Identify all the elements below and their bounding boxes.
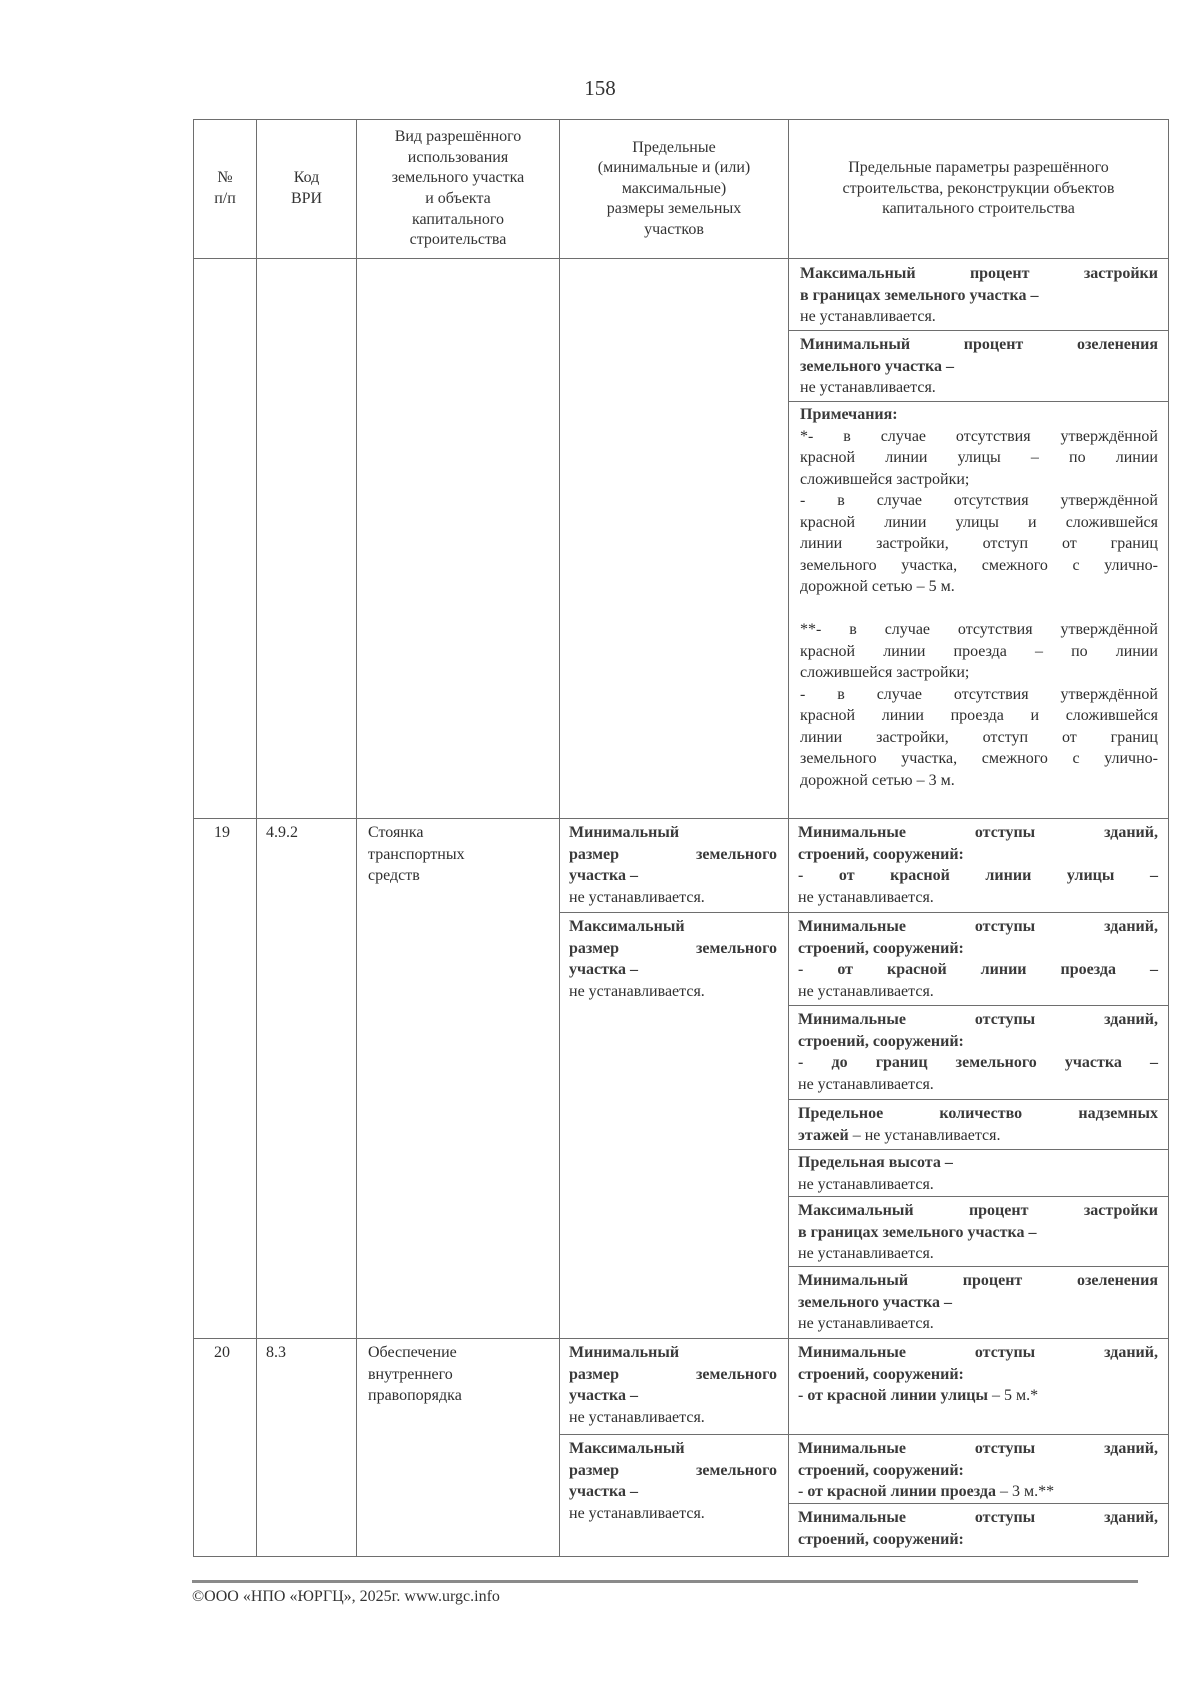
row20-param-driveway-setback: Минимальные отступы зданий, строений, сооружений: - от красной линии проезда – 3 м.** bbox=[798, 1440, 1158, 1500]
header-params: Предельные параметры разрешённого строительства, реконструкции объектов капитального строительства bbox=[842, 159, 1115, 218]
header-use: Вид разрешённого использования земельного участка и объекта капитального строительства bbox=[391, 128, 525, 249]
row20-max-size: Максимальный размер земельного участка – не устанавливается. bbox=[569, 1440, 777, 1522]
row19-param-street-setback: Минимальные отступы зданий, строений, сооружений: - от красной линии улицы – не устанавливается. bbox=[798, 824, 1158, 906]
row19-param-build-percent: Максимальный процент застройки в границах земельного участка – не устанавливается. bbox=[798, 1202, 1158, 1262]
row19-param-driveway-setback: Минимальные отступы зданий, строений, сооружений: - от красной линии проезда – не устанавливается. bbox=[798, 918, 1158, 1000]
row19-param-green-percent: Минимальный процент озеленения земельного участка – не устанавливается. bbox=[798, 1272, 1158, 1332]
row20-number: 20 bbox=[214, 1344, 230, 1361]
header-num: № п/п bbox=[214, 169, 236, 207]
row19-max-size: Максимальный размер земельного участка – не устанавливается. bbox=[569, 918, 777, 1000]
cont-notes: Примечания: *- в случае отсутствия утверждённой красной линии улицы – по линии сложившейся застройки; - в случае отсутствия утверждённой красной линии улицы и сложившейся линии застройки, отступ от границ земельного участка, смежного с улично- дорожной сетью – 5 м. **- в случае отсутствия утверждённой красной линии проезда – по линии сложившейся застройки; - в случае отсутствия утверждённой красной линии проезда и сложившейся линии застройки, отступ от границ земельного участка, смежного с улично- дорожной сетью – 3 м. bbox=[800, 406, 1158, 789]
header-size: Предельные (минимальные и (или) максимальные) размеры земельных участков bbox=[597, 138, 751, 238]
cont-param-green-percent: Минимальный процент озеленения земельного участка – не устанавливается. bbox=[800, 336, 1158, 396]
row20-use: Обеспечение внутреннего правопорядка bbox=[368, 1344, 462, 1404]
page-number: 158 bbox=[584, 76, 616, 100]
row19-code: 4.9.2 bbox=[266, 824, 298, 841]
header-code: Код ВРИ bbox=[290, 169, 323, 207]
cont-param-build-percent: Максимальный процент застройки в границах земельного участка – не устанавливается. bbox=[800, 265, 1158, 325]
footer-copyright: ©ООО «НПО «ЮРГЦ», 2025г. www.urgc.info bbox=[192, 1588, 500, 1605]
row19-number: 19 bbox=[214, 824, 230, 841]
row20-param-boundary-setback: Минимальные отступы зданий, строений, сооружений: bbox=[798, 1509, 1158, 1548]
row19-use: Стоянка транспортных средств bbox=[368, 824, 465, 884]
row19-min-size: Минимальный размер земельного участка – не устанавливается. bbox=[569, 824, 777, 906]
row20-param-street-setback: Минимальные отступы зданий, строений, сооружений: - от красной линии улицы – 5 м.* bbox=[798, 1344, 1158, 1404]
row20-min-size: Минимальный размер земельного участка – не устанавливается. bbox=[569, 1344, 777, 1426]
footer-rule bbox=[192, 1580, 1138, 1583]
row19-param-floors: Предельное количество надземных этажей – не устанавливается. bbox=[798, 1105, 1158, 1144]
row19-param-height: Предельная высота – не устанавливается. bbox=[798, 1154, 953, 1193]
row20-code: 8.3 bbox=[266, 1344, 286, 1361]
row19-param-boundary-setback: Минимальные отступы зданий, строений, сооружений: - до границ земельного участка – не устанавливается. bbox=[798, 1011, 1158, 1093]
